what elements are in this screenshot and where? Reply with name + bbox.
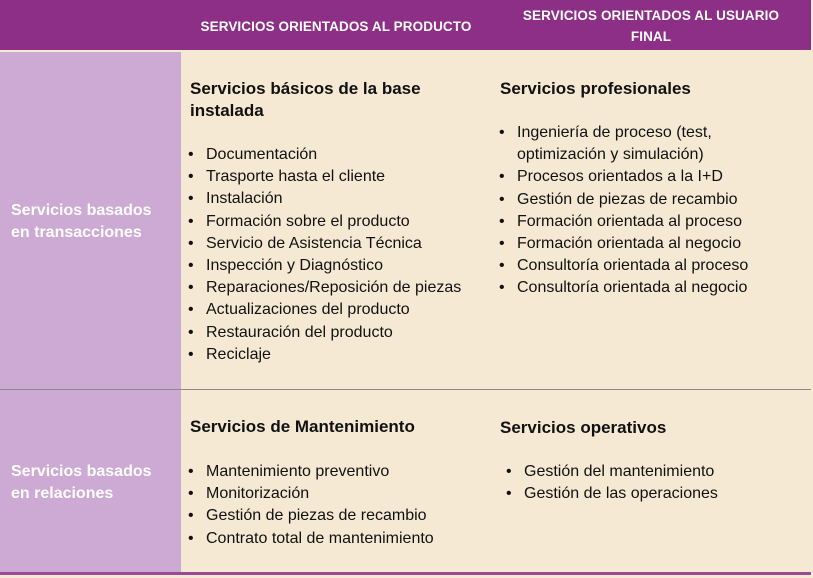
cell-maintenance-services [190,416,434,550]
list-item: • Gestión del mantenimiento [498,461,718,483]
list-item: • Consultoría orientada al negocio [491,277,748,299]
list [180,144,461,366]
row-label-line: Servicios basados [11,463,152,480]
list-item: • Documentación [180,144,461,166]
list [180,461,434,550]
table-bottom-border [0,572,811,575]
list [498,461,718,505]
list-item: • Instalación [180,188,461,210]
table-header [0,0,811,50]
list-item: • Formación sobre el producto [180,211,461,233]
list-item: • Servicio de Asistencia Técnica [180,233,461,255]
cell-title: Servicios básicos de la base instalada [190,79,421,120]
header-user-line2: FINAL [630,29,672,44]
list-item: • Ingeniería de proceso (test, optimización y simulación) [491,122,748,166]
list-item: • Monitorización [180,483,434,505]
list-item: • Gestión de piezas de recambio [180,505,434,527]
cell-title: Servicios de Mantenimiento [190,417,415,436]
list-item: • Trasporte hasta el cliente [180,166,461,188]
list-item: • Inspección y Diagnóstico [180,255,461,277]
list-item: • Restauración del producto [180,322,461,344]
list-item: • Gestión de las operaciones [498,483,718,505]
row-divider [0,389,811,390]
list-item: • Formación orientada al proceso [491,211,748,233]
cell-title: Servicios profesionales [500,79,691,98]
cell-operational-services [500,417,718,505]
list-item: • Contrato total de mantenimiento [180,528,434,550]
list-item: • Formación orientada al negocio [491,233,748,255]
header-user-line1: SERVICIOS ORIENTADOS AL USUARIO [522,8,780,23]
row-label-line: Servicios basados [11,202,152,219]
list-item: • Actualizaciones del producto [180,299,461,321]
list-item: • Gestión de piezas de recambio [491,189,748,211]
row-label-relations [11,461,152,505]
list-item: • Reparaciones/Reposición de piezas [180,277,461,299]
row-label-line: en transacciones [11,224,142,241]
row-label-line: en relaciones [11,485,114,502]
cell-title: Servicios operativos [500,418,667,437]
row-label-transactions [11,200,152,244]
header-product: SERVICIOS ORIENTADOS AL PRODUCTO [200,19,472,34]
list [491,122,748,300]
list-item: • Reciclaje [180,344,461,366]
list-item: • Consultoría orientada al proceso [491,255,748,277]
cell-professional-services [500,78,748,300]
list-item: • Mantenimiento preventivo [180,461,434,483]
cell-basic-services [190,78,461,366]
list-item: • Procesos orientados a la I+D [491,166,748,188]
